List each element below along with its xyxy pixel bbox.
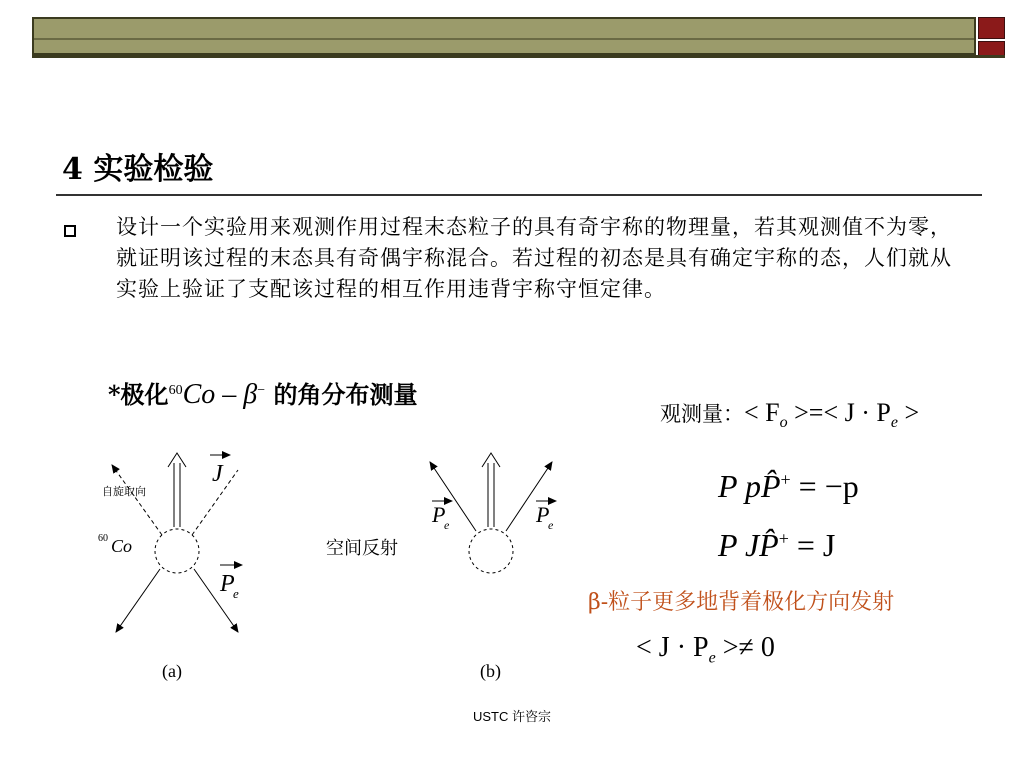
pe-left-sub: e [444, 518, 450, 532]
section-subtitle [108, 375, 417, 411]
equation-expectation: < $J \cdot P_e >\ne 0$ [636, 632, 775, 667]
diagram-b [410, 445, 580, 685]
nucleus-circle [469, 529, 513, 573]
footer: USTC 许咨宗 [472, 709, 551, 724]
caption-a: (a) [162, 661, 182, 681]
header-accent-top [978, 17, 1005, 39]
pe-right-sub: e [548, 518, 554, 532]
observable-formula: < $F_o$ >=< $J \cdot P_e$ > [744, 398, 920, 432]
caption-b: (b) [480, 661, 501, 681]
bullet-icon [64, 225, 76, 237]
observable-line [660, 398, 919, 432]
diagram-a [90, 445, 290, 681]
header-bar [32, 17, 976, 55]
header-underline [32, 55, 1005, 58]
pe-right-label: P [536, 502, 550, 527]
isotope-label: 60 [98, 533, 108, 544]
subtitle-isotope: 60 [168, 383, 183, 398]
nucleus-label: Co [111, 536, 133, 556]
equation-spin: P JP̂+ = J [718, 527, 836, 563]
subtitle-math: Co – β [182, 379, 258, 410]
pe-label: P [220, 571, 235, 597]
pe-left-label: P [432, 502, 446, 527]
equation-momentum: P pP̂+ = −p [718, 468, 859, 504]
subtitle-prefix: *极化 [108, 380, 169, 409]
spin-label: 自旋取向 [102, 485, 146, 498]
polarization-arrow-head [168, 453, 186, 467]
subtitle-minus: − [257, 383, 266, 398]
subtitle-suffix: 的角分布测量 [265, 380, 418, 409]
emission-arrow-left [116, 569, 160, 632]
j-label: J [212, 461, 223, 487]
slide-title: 4 实验检验 [62, 152, 214, 187]
polarization-arrow-head [482, 453, 500, 467]
nucleus-circle [155, 529, 199, 573]
reflection-label: 空间反射 [326, 538, 398, 559]
pe-sub: e [233, 586, 239, 601]
spin-direction-line [112, 465, 162, 535]
title-rule [56, 194, 982, 196]
observable-label: 观测量： [660, 402, 744, 426]
body-paragraph: 设计一个实验用来观测作用过程末态粒子的具有奇宇称的物理量，若其观测值不为零，就证明该过程的末态具有奇偶宇称混合。若过程的初态是具有确定宇称的态，人们就从实验上验证了支配该过程的相互作用违背宇称守恒定律。 [116, 215, 952, 301]
beta-note: β-粒子更多地背着极化方向发射 [588, 590, 895, 615]
